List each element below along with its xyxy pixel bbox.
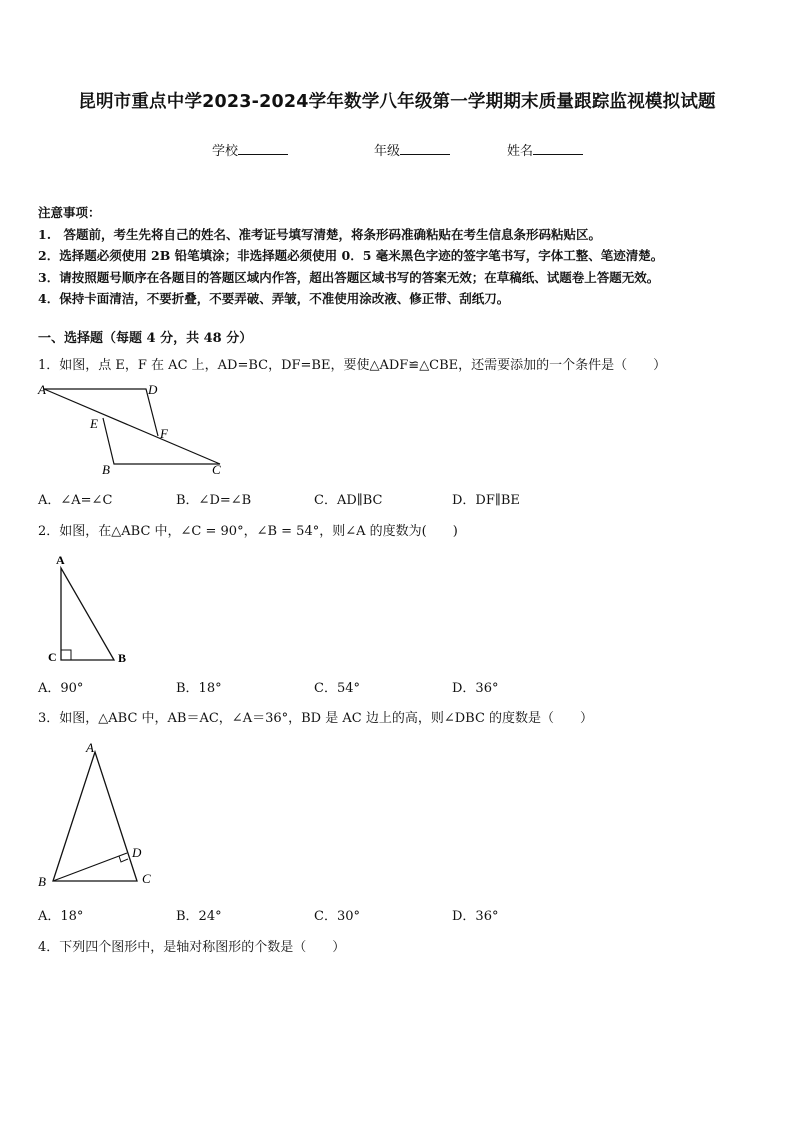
question-2-stem: 2．如图，在△ABC 中，∠C = 90°，∠B = 54°，则∠A 的度数为( ) bbox=[38, 524, 458, 539]
question-4-stem: 4．下列四个图形中，是轴对称图形的个数是（ ） bbox=[38, 940, 346, 955]
label-point: E bbox=[90, 416, 98, 431]
name-blank[interactable] bbox=[533, 141, 583, 155]
school-label: 学校 bbox=[212, 144, 239, 159]
label-point: B bbox=[38, 874, 46, 889]
grade-blank[interactable] bbox=[400, 141, 450, 155]
label-point: D bbox=[132, 845, 142, 860]
triangle-abc bbox=[53, 752, 137, 881]
question-2-figure bbox=[44, 550, 144, 670]
question-3-option-c[interactable]: C．30° bbox=[314, 909, 360, 924]
question-2-option-a[interactable]: A．90° bbox=[38, 681, 84, 696]
question-1-option-b[interactable]: B．∠D=∠B bbox=[176, 493, 252, 508]
question-1-option-d[interactable]: D．DF∥BE bbox=[452, 493, 520, 508]
school-blank[interactable] bbox=[238, 141, 288, 155]
question-3-stem: 3．如图，△ABC 中，AB＝AC，∠A＝36°，BD 是 AC 边上的高，则∠DBC 的度数是（ ） bbox=[38, 711, 594, 726]
question-1-stem: 1．如图，点 E，F 在 AC 上，AD=BC，DF=BE，要使△ADF≌△CBE，还需要添加的一个条件是（ ） bbox=[38, 358, 667, 373]
question-1-option-c[interactable]: C．AD∥BC bbox=[314, 493, 383, 508]
label-point: A bbox=[86, 740, 94, 755]
question-3-option-a[interactable]: A．18° bbox=[38, 909, 84, 924]
question-2-option-b[interactable]: B．18° bbox=[176, 681, 222, 696]
label-point: B bbox=[102, 462, 110, 477]
question-2-option-d[interactable]: D．36° bbox=[452, 681, 499, 696]
label-point: C bbox=[212, 462, 221, 477]
question-1-option-a[interactable]: A．∠A=∠C bbox=[38, 493, 113, 508]
page-title: 昆明市重点中学2023-2024学年数学八年级第一学期期末质量跟踪监视模拟试题 bbox=[78, 92, 716, 112]
question-1-figure bbox=[36, 378, 236, 478]
altitude-bd bbox=[53, 853, 127, 881]
name-label: 姓名 bbox=[507, 144, 534, 159]
label-point: A bbox=[56, 553, 65, 567]
segment-a-c bbox=[44, 389, 220, 464]
note-item: 1. 答题前，考生先将自己的姓名、准考证号填写清楚，将条形码准确粘贴在考生信息条形码粘贴区。 bbox=[38, 226, 602, 242]
label-point: D bbox=[148, 382, 158, 397]
notes-block bbox=[38, 202, 663, 310]
label-point: C bbox=[48, 650, 57, 664]
note-item: 4．保持卡面清洁，不要折叠，不要弄破、弄皱，不准使用涂改液、修正带、刮纸刀。 bbox=[38, 291, 510, 306]
question-3-option-b[interactable]: B．24° bbox=[176, 909, 222, 924]
label-point: F bbox=[160, 426, 168, 441]
section-heading: 一、选择题（每题 4 分，共 48 分） bbox=[38, 331, 253, 346]
label-point: C bbox=[142, 871, 151, 886]
note-item: 2．选择题必须使用 2B 铅笔填涂；非选择题必须使用 0．5 毫米黑色字迹的签字笔书写，字体工整、笔迹清楚。 bbox=[38, 248, 664, 263]
note-item: 3．请按照题号顺序在各题目的答题区域内作答，超出答题区域书写的答案无效；在草稿纸、试题卷上答题无效。 bbox=[38, 269, 660, 285]
question-3-figure bbox=[34, 738, 164, 893]
label-point: A bbox=[38, 382, 46, 397]
triangle-abc bbox=[61, 568, 114, 660]
right-angle-mark bbox=[119, 856, 128, 862]
name-field bbox=[507, 140, 583, 159]
question-2-option-c[interactable]: C．54° bbox=[314, 681, 360, 696]
question-3-option-d[interactable]: D．36° bbox=[452, 909, 499, 924]
school-field bbox=[212, 140, 288, 159]
label-point: B bbox=[118, 651, 127, 665]
notes-heading: 注意事项： bbox=[38, 205, 101, 220]
grade-field bbox=[374, 140, 450, 159]
grade-label: 年级 bbox=[374, 144, 401, 159]
right-angle-mark bbox=[61, 650, 71, 660]
